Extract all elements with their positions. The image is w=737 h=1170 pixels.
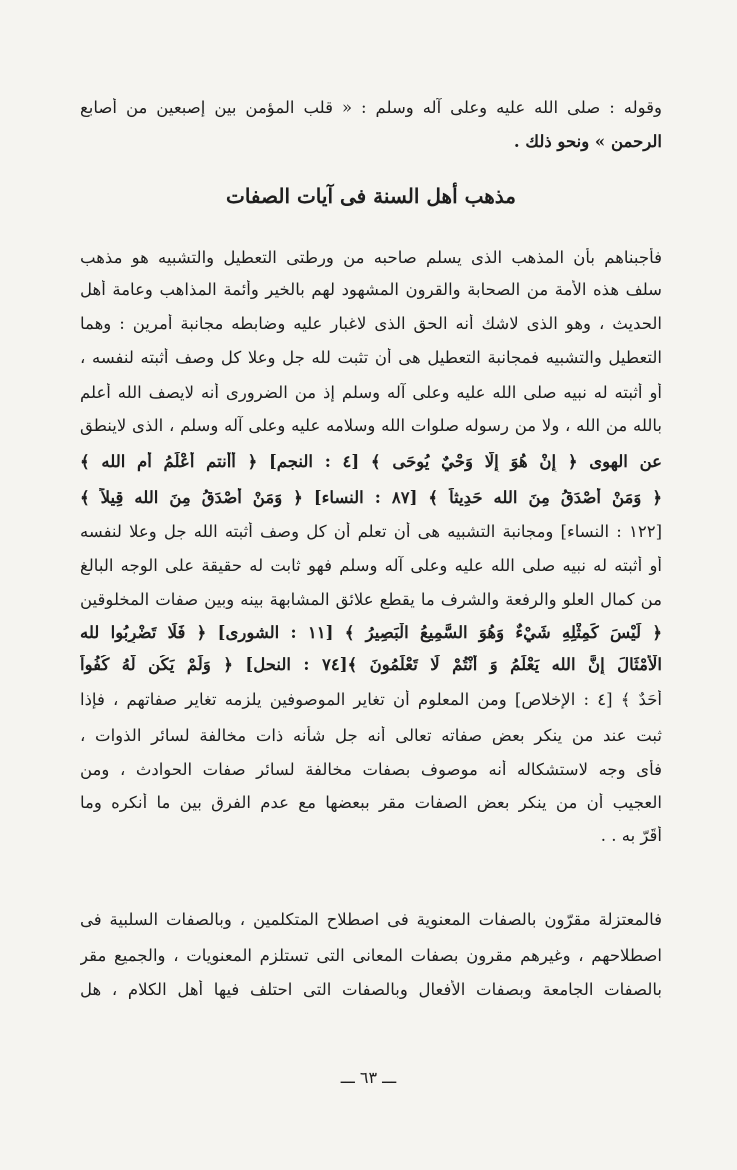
section-heading: مذهب أهل السنة فى آيات الصفات <box>225 184 517 208</box>
paragraph-1-line: سلف هذه الأمة من الصحابة والقرون المشهود لهم بالخير وأئمة المذاهب وعامة أهل <box>80 280 662 299</box>
paragraph-1-line: عن الهوى ﴿ إِنْ هُوَ إِلَّا وَحْيٌ يُوحَى ﴾ [٤ : النجم] ﴿ أَأَنتم أَعْلَمُ أَمِ الله ﴾ <box>80 452 662 471</box>
paragraph-1-line: ﴿ وَمَنْ أَصْدَقُ مِنَ الله حَدِيثاً ﴾ [٨٧ : النساء] ﴿ وَمَنْ أَصْدَقُ مِنَ الله قِيلاً ﴾ <box>80 488 662 507</box>
paragraph-1-line: بالله من الله ، ولا من رسوله صلوات الله وسلامه عليه وعلى آله وسلم ، الذى لاينطق <box>80 416 662 435</box>
page-number: ـــ ٦٣ ـــ <box>340 1068 397 1087</box>
paragraph-1-line: أو أثبته له نبيه صلى الله عليه وعلى آله وسلم إذ من الضرورى أنه لايصف الله أعلم <box>80 383 662 402</box>
paragraph-1-line: من كمال العلو والرفعة والشرف ما يقطع علائق المشابهة بينه وبين صفات المخلوقين <box>80 590 662 609</box>
paragraph-1-line: العجيب أن من ينكر بعض الصفات مقر ببعضها مع عدم الفرق بين ما أنكره وما <box>80 793 662 812</box>
paragraph-1-line: الحديث ، وهو الذى لاشك أنه الحق الذى لاغبار عليه وضابطه مجانبة أمرين : وهما <box>80 314 662 333</box>
paragraph-1-line: فأى وجه لاستشكاله أنه موصوف بصفات مخالفة لسائر صفات الحوادث ، ومن <box>80 760 662 779</box>
paragraph-1-line: أو أثبته له نبيه صلى الله عليه وعلى آله وسلم فهو ثابت له حقيقة على الوجه البالغ <box>80 556 662 575</box>
paragraph-1-line: الْأَمْثَالَ إِنَّ الله يَعْلَمُ وَ أَنْتُمْ لَا تَعْلَمُونَ ﴾[٧٤ : النحل] ﴿ وَلَمْ يَكُن لَّهُ كُفُواً <box>80 655 662 674</box>
paragraph-1-line: [١٢٢ : النساء] ومجانبة التشبيه هى أن تعلم أن كل وصف أثبته الله جل وعلا لنفسه <box>80 522 662 541</box>
paragraph-1-line: فأجبناهم بأن المذهب الذى يسلم صاحبه من ورطتى التعطيل والتشبيه هو مذهب <box>80 248 662 267</box>
intro-line-1 <box>80 98 662 118</box>
paragraph-1-line: ﴿ لَيْسَ كَمِثْلِهِ شَيْءٌ وَهُوَ السَّمِيعُ الْبَصِيرُ ﴾ [١١ : الشورى] ﴿ فَلَا تَضْرِبُوا لله <box>80 623 662 642</box>
intro-line-2: الرحمن » ونحو ذلك . <box>513 132 662 151</box>
paragraph-2-line: اصطلاحهم ، وغيرهم مقرون بصفات المعانى التى تستلزم المعنويات ، والجميع مقر <box>80 946 662 965</box>
paragraph-1-line: أقَرّ به . . <box>600 826 662 845</box>
paragraph-2-line: فالمعتزلة مقرّون بالصفات المعنوية فى اصطلاح المتكلمين ، وبالصفات السلبية فى <box>80 910 662 929</box>
paragraph-1-line: أَحَدٌ ﴾ [٤ : الإخلاص] ومن المعلوم أن تغاير الموصوفين يلزمه تغاير صفاتهم ، فإذا <box>80 690 662 709</box>
intro-text: وقوله : صلى الله عليه وعلى آله وسلم : « قلب المؤمن بين إصبعين من أصابع <box>80 98 662 117</box>
paragraph-1-line: ثبت عند من ينكر بعض صفاته تعالى أنه جل شأنه ذات مخالفة لسائر الذوات ، <box>80 726 662 745</box>
paragraph-2-line: بالصفات الجامعة وبصفات الأفعال وبالصفات التى احتلف فيها أهل الكلام ، هل <box>80 980 662 999</box>
paragraph-1-line: التعطيل والتشبيه فمجانبة التعطيل هى أن تثبت لله جل وعلا كل وصف أثبته لنفسه ، <box>80 348 662 367</box>
